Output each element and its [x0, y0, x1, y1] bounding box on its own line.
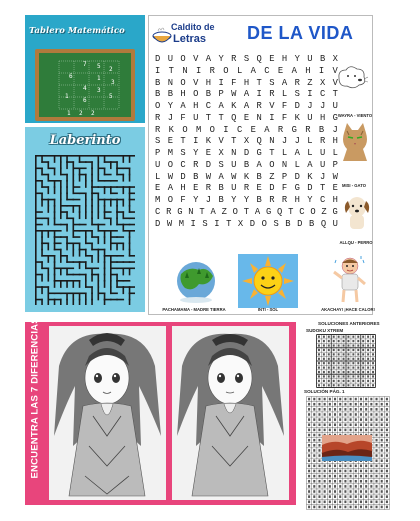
dog-image [341, 193, 373, 229]
sun-image [238, 254, 298, 308]
grid-row: R K O M O I C E A R G R B J [155, 124, 338, 135]
grid-row: L W D B W A W K B Z P D K J W [155, 171, 338, 182]
board-number: 7 [83, 61, 87, 68]
pag-solution-label: SOLUCIÓN PÁG. 1 [304, 389, 345, 394]
grid-row: S E T I K V T X Q N J J L R H [155, 136, 338, 147]
hot-man-image [331, 254, 369, 304]
board-number: 1 [65, 93, 69, 100]
sudoku-solution-grid [316, 334, 376, 388]
board-number: 6 [69, 73, 73, 80]
grid-row: D U O V A Y R S Q E H Y U B X [155, 54, 338, 64]
landscape-photo [322, 435, 372, 461]
caption-misi: MISI - GATO [341, 183, 367, 188]
laberinto-panel [25, 127, 145, 312]
earth-globe-image [169, 256, 223, 306]
diferencias-title: ENCUENTRA LAS 7 DIFERENCIAS [29, 317, 41, 479]
grid-row: I T N I R O L A C E A H I V [155, 65, 338, 76]
board-number: 4 [83, 85, 87, 92]
grid-row: C R G N T A Z O T A G Q T C O Z G [155, 206, 338, 217]
sopa-de-letras-panel [148, 15, 373, 315]
wind-cloud-icon [334, 64, 368, 92]
board-number: 3 [111, 79, 115, 86]
logo-line-2: Letras [173, 33, 207, 45]
grid-row: D W M I S I T X D O S B D B Q U [155, 218, 338, 229]
grid-row: P M S Y E X N D G T L A L U L [155, 148, 338, 158]
chalkboard [35, 49, 135, 121]
caption-akachay: AKACHAY! ¡HACE CALOR! [321, 307, 375, 312]
diferencias-panel [25, 317, 296, 505]
cat-image [339, 121, 371, 161]
word-grid [155, 54, 338, 230]
logo-line-1: Caldito de [171, 22, 215, 32]
grid-row: B B H O B P W A I R L S I C T [155, 89, 338, 100]
soluciones-panel [300, 320, 400, 508]
board-number: 2 [109, 66, 113, 73]
puzzle-title: DE LA VIDA [247, 23, 354, 43]
grid-row: M O F Y J B Y Y B R R H Y C H [155, 195, 338, 205]
soluciones-title: SOLUCIONES ANTERIORES [318, 321, 380, 326]
caption-pachamama: PACHAMAMA - MADRE TIERRA [162, 307, 226, 312]
maze-drawing [35, 155, 135, 305]
grid-row: U O C R D S U B A O N L A U P [155, 159, 338, 170]
difference-picture-left [49, 326, 166, 500]
board-number: 5 [97, 63, 101, 70]
board-number: 6 [83, 97, 87, 104]
difference-picture-right [172, 326, 289, 500]
soup-bowl-icon [151, 24, 173, 46]
board-number: 2 [91, 110, 95, 117]
board-number: 2 [79, 110, 83, 117]
board-number: 5 [109, 93, 113, 100]
board-number: 1 [67, 110, 71, 117]
anime-girl-drawing-left [49, 326, 166, 500]
anime-girl-drawing-right [172, 326, 289, 500]
sudoku-label: SUDOKU XTREM [306, 328, 344, 333]
grid-row: O Y A H C A K A R V F D J J U [155, 101, 338, 111]
board-number: 3 [97, 87, 101, 94]
chalkboard-surface [39, 53, 131, 117]
caption-allqu: ALLQU - PERRO [339, 240, 373, 245]
caption-inti: INTI - SOL [257, 307, 279, 312]
laberinto-title: Laberinto [49, 133, 121, 148]
caption-wayra: WAYRA - VIENTO [337, 113, 373, 118]
grid-row: B N O V H I F H T S A R Z X V [155, 77, 338, 88]
tablero-matematico-panel [25, 15, 145, 123]
grid-row: R J F U T T Q E N I F K U H G [155, 112, 338, 123]
board-number: 1 [97, 75, 101, 82]
grid-row: E A H E R B U R E D F G D T E [155, 183, 338, 194]
tablero-title: Tablero Matemático [29, 25, 125, 35]
